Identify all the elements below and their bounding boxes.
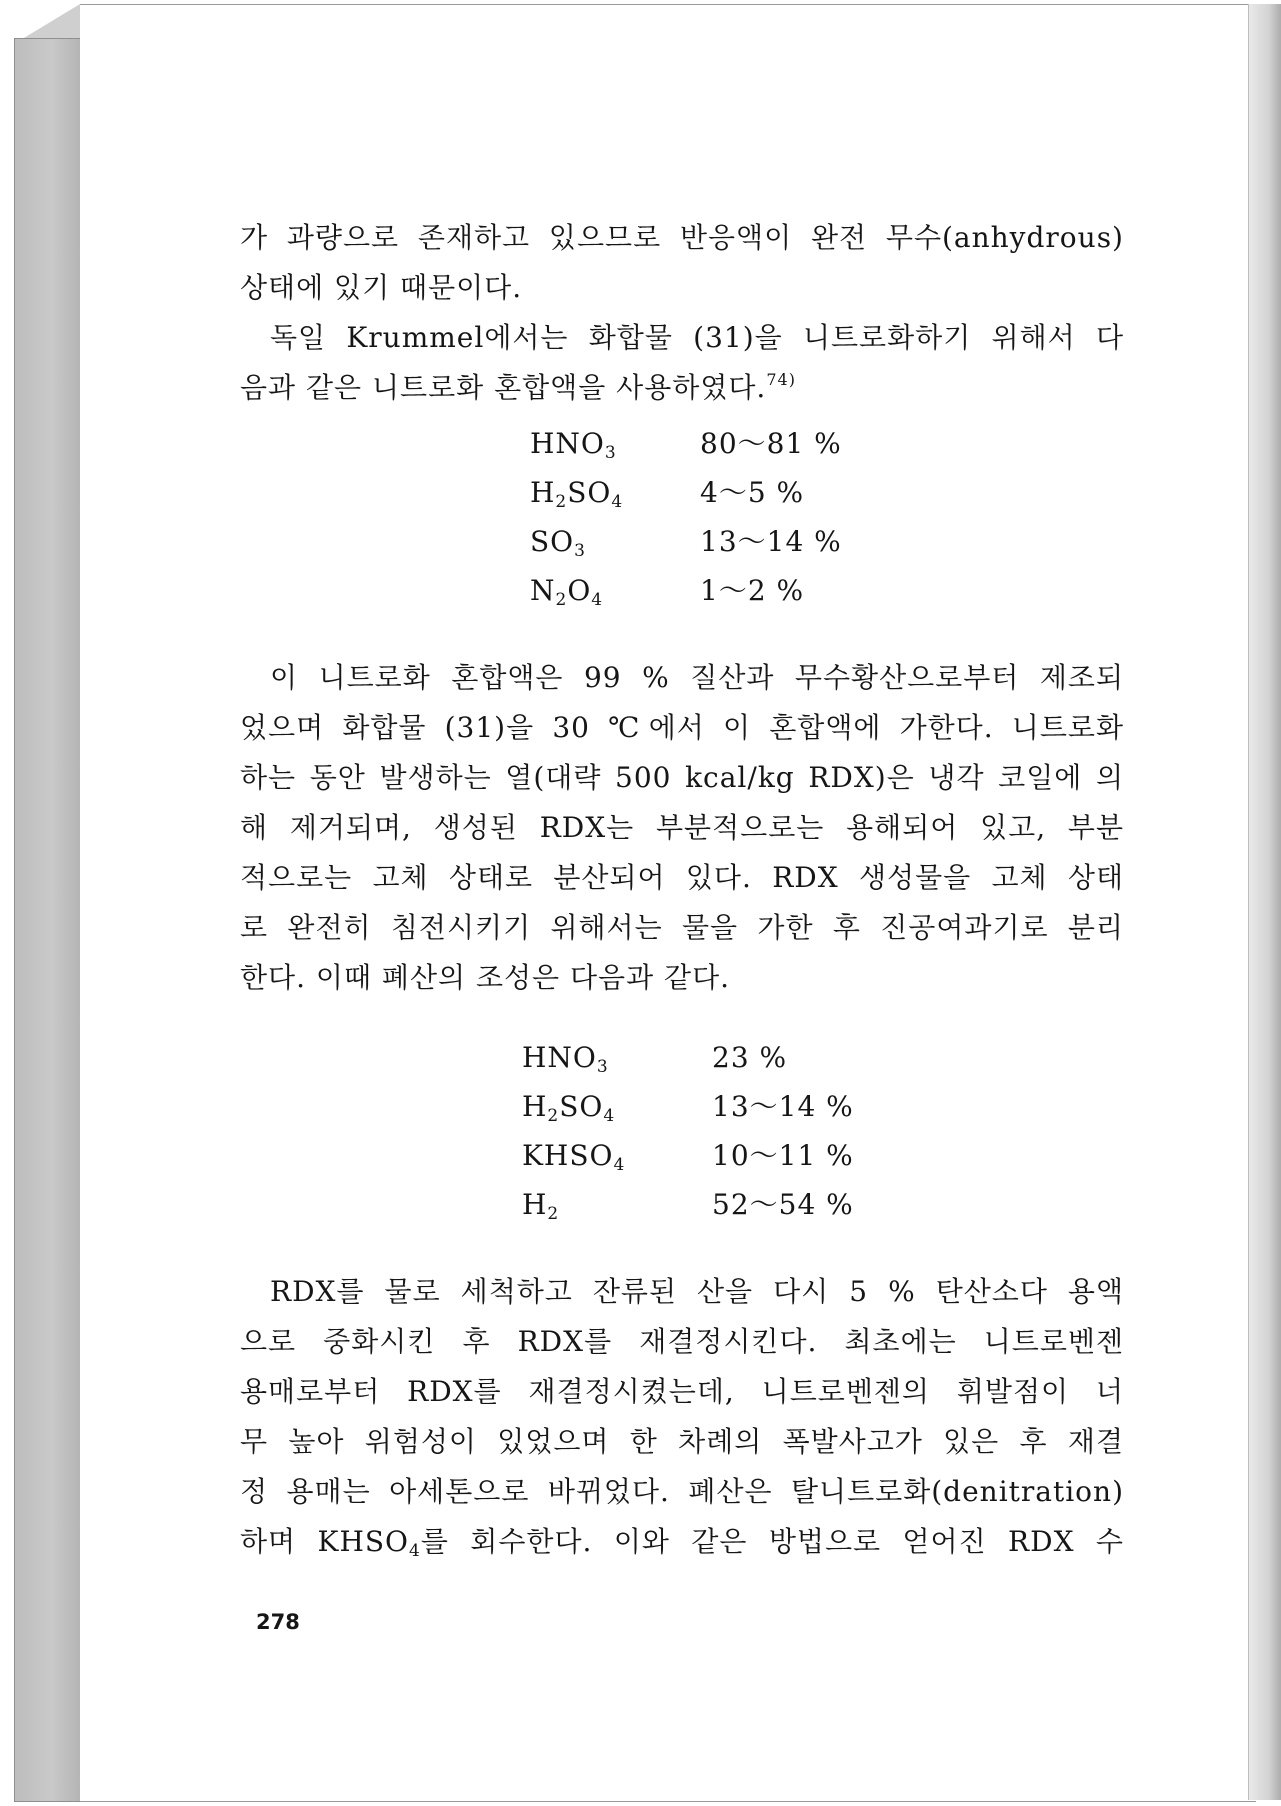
chemical-formula: $HNO_3$ [522,1041,609,1077]
page-edge-shadow [1248,4,1281,1800]
table-row [522,1131,1124,1180]
text-line: 상태에 있기 때문이다. [240,271,523,304]
page-number: 278 [256,1610,300,1634]
text-line: 로 완전히 침전시키기 위해서는 물을 가한 후 진공여과기로 분리 [240,911,1124,944]
composition-value: 80～81 % [700,427,842,460]
text-line: 가 과량으로 존재하고 있으므로 반응액이 완전 무수(anhydrous) [240,221,1124,254]
text-line: RDX를 물로 세척하고 잔류된 산을 다시 5 % 탄산소다 용액 [270,1275,1124,1308]
text-line: 한다. 이때 폐산의 조성은 다음과 같다. [240,961,731,994]
text-line: 해 제거되며, 생성된 RDX는 부분적으로는 용해되어 있고, 부분 [240,811,1124,844]
text-line: 무 높아 위험성이 있었으며 한 차례의 폭발사고가 있은 후 재결 [240,1425,1124,1458]
chemical-formula: $KHSO_4$ [522,1139,626,1175]
text-line: 독일 Krummel에서는 화합물 (31)을 니트로화하기 위해서 다 [270,321,1124,354]
composition-value: 13～14 % [712,1090,854,1123]
composition-value: 52～54 % [712,1188,854,1221]
table-row [522,1082,1124,1131]
text-line: 적으로는 고체 상태로 분산되어 있다. RDX 생성물을 고체 상태 [240,861,1124,894]
table-row [522,1180,1124,1229]
table-row [530,566,1124,615]
waste-acid-table [240,1033,1124,1229]
book-spine [14,38,82,1802]
composition-value: 10～11 % [712,1139,854,1172]
text-line: 하며 $KHSO_4$를 회수한다. 이와 같은 방법으로 얻어진 RDX 수 [240,1525,1124,1561]
text-line: 었으며 화합물 (31)을 30 ℃에서 이 혼합액에 가한다. 니트로화 [240,711,1124,744]
text-line: 이 니트로화 혼합액은 99 % 질산과 무수황산으로부터 제조되 [270,661,1124,694]
chemical-formula: $N_2O_4$ [530,574,604,610]
text-line: 용매로부터 RDX를 재결정시켰는데, 니트로벤젠의 휘발점이 너 [240,1375,1124,1408]
table-row [530,468,1124,517]
text-line: 하는 동안 발생하는 열(대략 500 kcal/kg RDX)은 냉각 코일에 의 [240,761,1124,794]
text-line: 으로 중화시킨 후 RDX를 재결정시킨다. 최초에는 니트로벤젠 [240,1325,1124,1358]
composition-value: 23 % [712,1041,788,1074]
text-line-content: 음과 같은 니트로화 혼합액을 사용하였다. [240,371,767,404]
chemical-formula: $H_2SO_4$ [522,1090,616,1126]
text-line [240,363,1124,413]
chemical-formula: $HNO_3$ [530,427,617,463]
composition-value: 1～2 % [700,574,805,607]
body-text [240,213,1124,1567]
text-line: 정 용매는 아세톤으로 바뀌었다. 폐산은 탈니트로화(denitration) [240,1475,1124,1508]
chemical-formula: $H_2$ [522,1188,560,1224]
chemical-formula: $SO_3$ [530,525,586,561]
table-row [530,517,1124,566]
chemical-formula: $H_2SO_4$ [530,476,624,512]
reference-superscript: 74) [766,370,796,389]
table-row [530,419,1124,468]
nitration-mixture-table [240,419,1124,615]
composition-value: 13～14 % [700,525,842,558]
composition-value: 4～5 % [700,476,805,509]
table-row [522,1033,1124,1082]
